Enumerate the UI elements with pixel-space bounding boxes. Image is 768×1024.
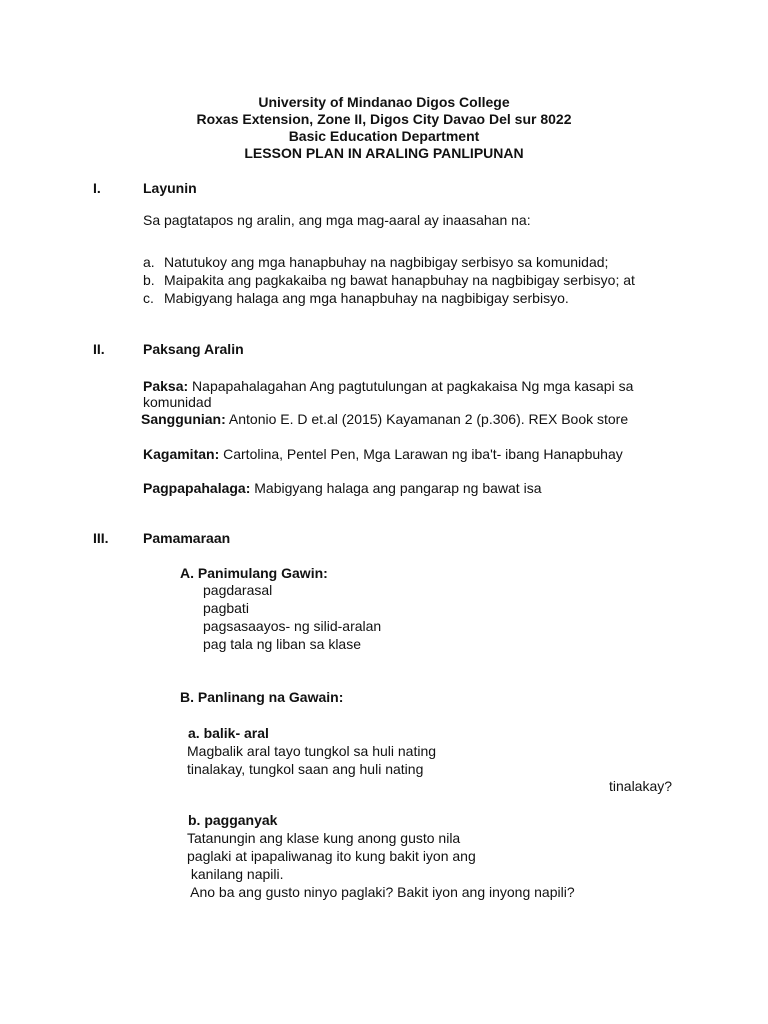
section-3-title: Pamamaraan	[143, 530, 231, 546]
sanggunian-text: Antonio E. D et.al (2015) Kayamanan 2 (p.306). REX Book store	[228, 411, 629, 427]
section-2-title: Paksang Aralin	[143, 341, 244, 357]
pagpapahalaga-text: Mabigyang halaga ang pangarap ng bawat isa	[254, 480, 542, 496]
pagpapahalaga-label: Pagpapahalaga:	[143, 480, 251, 496]
paksa-label: Paksa:	[143, 378, 189, 394]
pagganyak-line: Tatanungin ang klase kung anong gusto nila	[187, 830, 461, 846]
section-3-numeral: III.	[93, 530, 109, 546]
part-b-title: B. Panlinang na Gawain:	[180, 689, 344, 705]
department-name: Basic Education Department	[288, 128, 480, 144]
section-1-intro: Sa pagtatapos ng aralin, ang mga mag-aaral ay inaasahan na:	[143, 212, 531, 228]
list-item: pag tala ng liban sa klase	[203, 636, 361, 652]
paksa-text-continued: komunidad	[143, 394, 212, 410]
pagganyak-line: paglaki at ipapaliwanag ito kung bakit iyon ang	[187, 848, 476, 864]
balik-aral-line: Magbalik aral tayo tungkol sa huli nating	[187, 743, 437, 759]
sanggunian-label: Sanggunian:	[141, 411, 226, 427]
objective-item	[143, 254, 608, 271]
document-title: LESSON PLAN IN ARALING PANLIPUNAN	[244, 145, 524, 161]
list-item: pagsasaayos- ng silid-aralan	[203, 618, 382, 634]
pagganyak-line: kanilang napili.	[187, 866, 284, 882]
balik-aral-line: tinalakay?	[609, 778, 673, 794]
objective-marker: b.	[143, 272, 155, 288]
sanggunian-line	[141, 411, 628, 428]
objective-marker: a.	[143, 254, 155, 270]
pagpapahalaga-line	[143, 480, 541, 497]
objective-text: Mabigyang halaga ang mga hanapbuhay na nagbibigay serbisyo.	[164, 290, 569, 306]
part-a-title: A. Panimulang Gawin:	[180, 565, 328, 581]
section-1-numeral: I.	[93, 180, 101, 196]
paksa-line	[143, 378, 633, 395]
objective-item	[143, 272, 635, 289]
balik-aral-line: tinalakay, tungkol saan ang huli nating	[187, 761, 424, 777]
kagamitan-label: Kagamitan:	[143, 446, 220, 462]
list-item: pagbati	[203, 600, 249, 616]
school-name: University of Mindanao Digos College	[258, 94, 510, 110]
pagganyak-line: Ano ba ang gusto ninyo paglaki? Bakit iyon ang inyong napili?	[187, 884, 575, 900]
paksa-text: Napapahalagahan Ang pagtutulungan at pagkakaisa Ng mga kasapi sa	[192, 378, 634, 394]
objective-text: Maipakita ang pagkakaiba ng bawat hanapbuhay na nagbibigay serbisyo; at	[164, 272, 635, 288]
section-2-numeral: II.	[93, 341, 105, 357]
objective-marker: c.	[143, 290, 154, 306]
pagganyak-title: b. pagganyak	[188, 812, 278, 828]
objective-text: Natutukoy ang mga hanapbuhay na nagbibigay serbisyo sa komunidad;	[164, 254, 609, 270]
section-1-title: Layunin	[143, 180, 197, 196]
school-address: Roxas Extension, Zone II, Digos City Davao Del sur 8022	[196, 111, 572, 127]
kagamitan-line	[143, 446, 623, 463]
kagamitan-text: Cartolina, Pentel Pen, Mga Larawan ng iba't- ibang Hanapbuhay	[223, 446, 623, 462]
objective-item	[143, 290, 569, 307]
balik-aral-title: a. balik- aral	[188, 725, 269, 741]
list-item: pagdarasal	[203, 582, 273, 598]
